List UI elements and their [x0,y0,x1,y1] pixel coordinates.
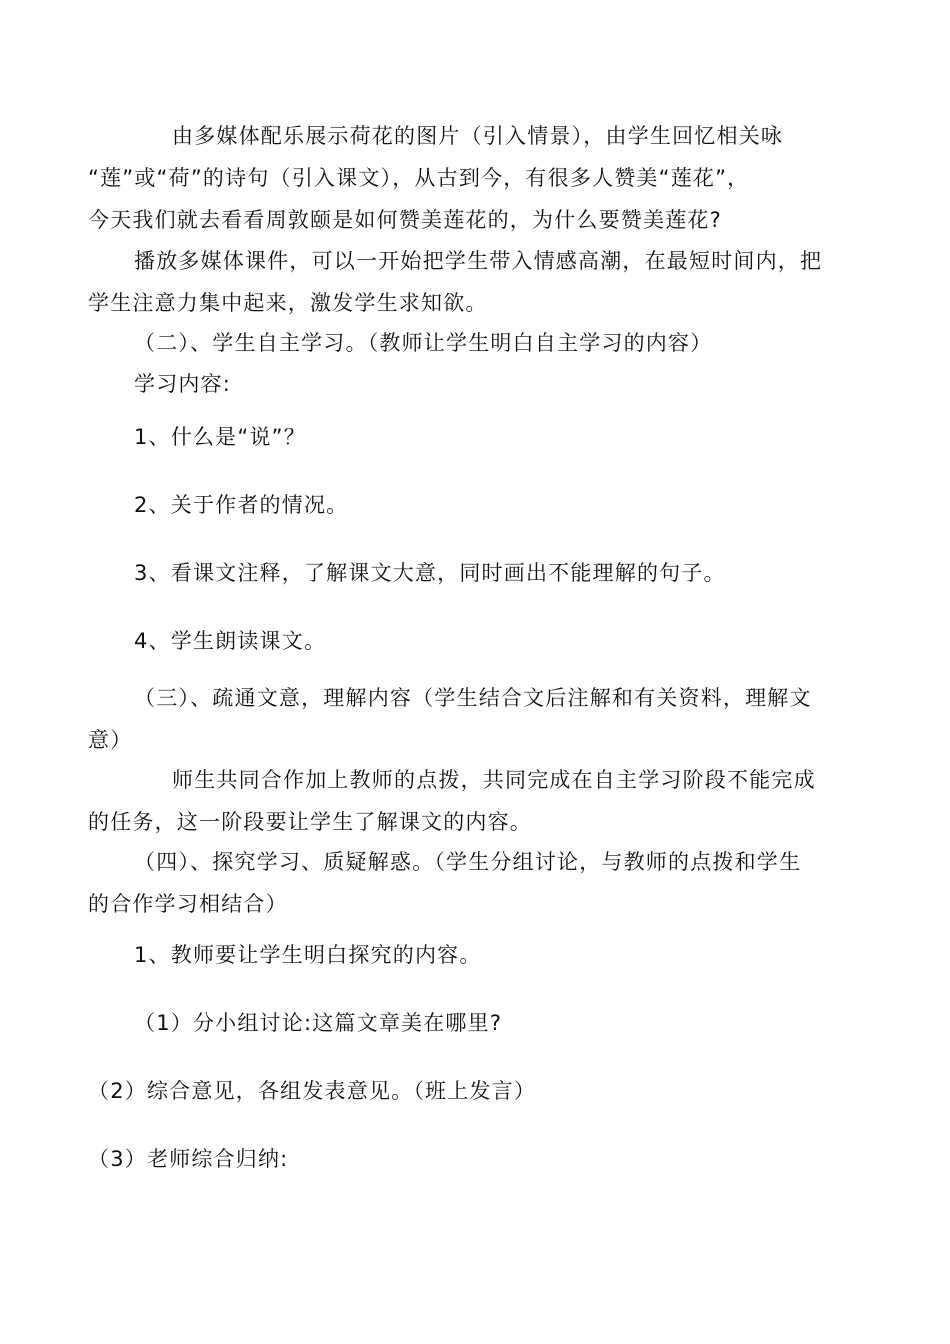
section3-paragraph: 师生共同合作加上教师的点拨，共同完成在自主学习阶段不能完成 的任务，这一阶段要让学生了解课文的内容。 [88,768,816,834]
section3-heading: （三）、疏通文意，理解内容（学生结合文后注解和有关资料，理解文 意） [88,686,812,752]
sub-item: （3）老师综合归纳: [88,1147,289,1171]
intro-line-1: 由多媒体配乐展示荷花的图片（引入情景），由学生回忆相关咏 [172,124,784,148]
study-content-label: 学习内容: [134,372,232,396]
section4-heading: （四）、探究学习、质疑解惑。（学生分组讨论，与教师的点拨和学生 的合作学习相结合） [88,850,802,916]
study-item: 2、关于作者的情况。 [134,493,349,517]
multimedia-line-1: 播放多媒体课件，可以一开始把学生带入情感高潮，在最短时间内，把 [134,249,823,273]
inquiry-item-1: 1、教师要让学生明白探究的内容。 [134,943,482,967]
sub-item: （1）分小组讨论:这篇文章美在哪里? [134,1011,503,1035]
multimedia-paragraph [88,240,878,324]
intro-line-3: 今天我们就去看看周敦颐是如何赞美莲花的，为什么要赞美莲花? [88,208,722,232]
study-item: 1、什么是“说”？ [134,425,306,449]
study-item: 3、看课文注释，了解课文大意，同时画出不能理解的句子。 [134,561,726,585]
multimedia-line-2: 学生注意力集中起来，激发学生求知欲。 [88,291,488,315]
intro-paragraph [88,115,878,241]
study-item: 4、学生朗读课文。 [134,629,327,653]
section2-heading: （二）、学生自主学习。（教师让学生明白自主学习的内容） [134,331,713,355]
intro-line-2: “莲”或“荷”的诗句（引入课文），从古到今，有很多人赞美“莲花”， [88,166,750,190]
sub-item: （2）综合意见，各组发表意见。（班上发言） [88,1079,537,1103]
